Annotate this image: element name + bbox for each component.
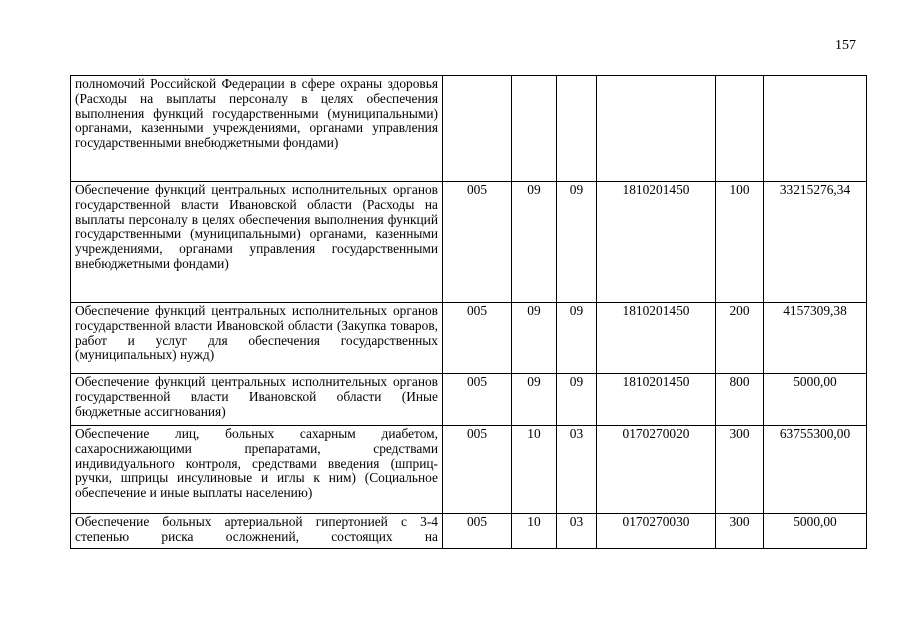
expense-type-cell: 300 bbox=[716, 514, 764, 549]
table-row bbox=[71, 182, 867, 303]
target-article-cell: 1810201450 bbox=[597, 182, 716, 303]
ministry-code-cell: 005 bbox=[443, 514, 512, 549]
ministry-code-cell bbox=[443, 76, 512, 182]
section-code-cell: 09 bbox=[512, 303, 557, 374]
ministry-code-cell: 005 bbox=[443, 182, 512, 303]
row-description: полномочий Российской Федерации в сфере охраны здоровья (Расходы на выплаты персоналу в целях обеспечения выполнения функций государственными (муниципальными) органами, казенными учреждениями, органами управления государственными внебюджетными фондами) bbox=[71, 76, 443, 182]
table-row bbox=[71, 76, 867, 182]
row-description: Обеспечение функций центральных исполнительных органов государственной власти Ивановской области (Иные бюджетные ассигнования) bbox=[71, 374, 443, 426]
subsection-code-cell: 09 bbox=[557, 374, 597, 426]
expense-type-cell: 200 bbox=[716, 303, 764, 374]
target-article-cell: 0170270020 bbox=[597, 426, 716, 514]
section-code-cell: 09 bbox=[512, 374, 557, 426]
amount-cell: 33215276,34 bbox=[764, 182, 867, 303]
amount-cell: 5000,00 bbox=[764, 514, 867, 549]
expense-type-cell bbox=[716, 76, 764, 182]
ministry-code-cell: 005 bbox=[443, 374, 512, 426]
row-description: Обеспечение лиц, больных сахарным диабетом, сахароснижающими препаратами, средствами индивидуального контроля, средствами введения (шприц-ручки, шприцы инсулиновые и иглы к ним) (Социальное обеспечение и иные выплаты населению) bbox=[71, 426, 443, 514]
amount-cell: 5000,00 bbox=[764, 374, 867, 426]
expense-type-cell: 100 bbox=[716, 182, 764, 303]
ministry-code-cell: 005 bbox=[443, 303, 512, 374]
target-article-cell: 1810201450 bbox=[597, 374, 716, 426]
amount-cell bbox=[764, 76, 867, 182]
table-row bbox=[71, 426, 867, 514]
ministry-code-cell: 005 bbox=[443, 426, 512, 514]
row-description: Обеспечение больных артериальной гипертонией с 3-4 степенью риска осложнений, состоящих на bbox=[71, 514, 443, 549]
table-row bbox=[71, 374, 867, 426]
row-description: Обеспечение функций центральных исполнительных органов государственной власти Ивановской области (Расходы на выплаты персоналу в целях обеспечения выполнения функций государственными (муниципальными) органами, казенными учреждениями, органами управления государственными внебюджетными фондами) bbox=[71, 182, 443, 303]
subsection-code-cell: 09 bbox=[557, 303, 597, 374]
page-number: 157 bbox=[835, 38, 856, 53]
section-code-cell: 09 bbox=[512, 182, 557, 303]
section-code-cell: 10 bbox=[512, 426, 557, 514]
amount-cell: 4157309,38 bbox=[764, 303, 867, 374]
expense-type-cell: 800 bbox=[716, 374, 764, 426]
table-row bbox=[71, 303, 867, 374]
amount-cell: 63755300,00 bbox=[764, 426, 867, 514]
target-article-cell bbox=[597, 76, 716, 182]
section-code-cell bbox=[512, 76, 557, 182]
budget-table bbox=[70, 75, 867, 549]
subsection-code-cell: 03 bbox=[557, 514, 597, 549]
section-code-cell: 10 bbox=[512, 514, 557, 549]
expense-type-cell: 300 bbox=[716, 426, 764, 514]
subsection-code-cell bbox=[557, 76, 597, 182]
target-article-cell: 0170270030 bbox=[597, 514, 716, 549]
subsection-code-cell: 09 bbox=[557, 182, 597, 303]
subsection-code-cell: 03 bbox=[557, 426, 597, 514]
table-row bbox=[71, 514, 867, 549]
target-article-cell: 1810201450 bbox=[597, 303, 716, 374]
row-description: Обеспечение функций центральных исполнительных органов государственной власти Ивановской области (Закупка товаров, работ и услуг для обеспечения государственных (муниципальных) нужд) bbox=[71, 303, 443, 374]
